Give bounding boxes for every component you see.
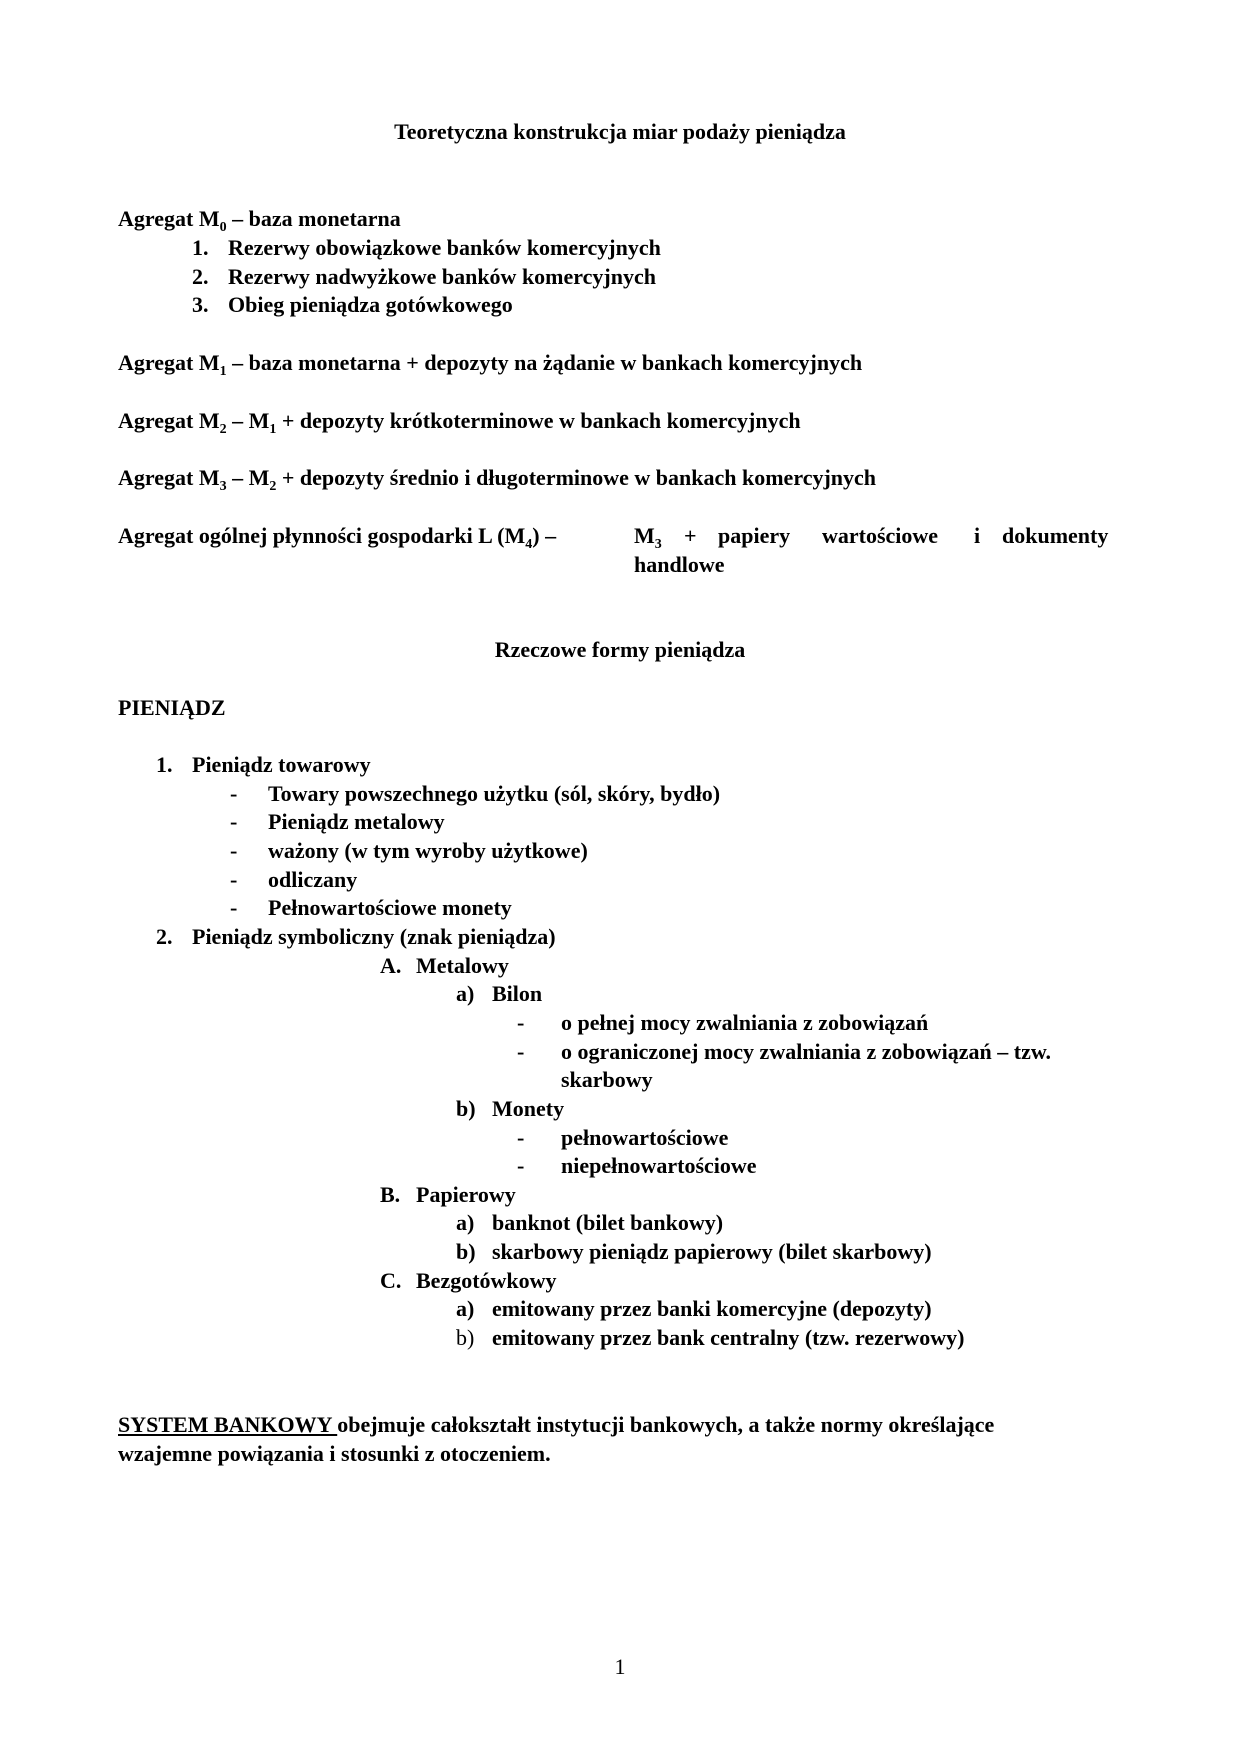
agg-l-lead: Agregat ogólnej płynności gospodarki L (M bbox=[118, 523, 526, 548]
outline-subitem bbox=[456, 1295, 932, 1323]
dash-item bbox=[517, 1152, 757, 1180]
outline-item-a-a bbox=[456, 980, 542, 1008]
list-text: Pełnowartościowe monety bbox=[268, 895, 512, 920]
dash-item bbox=[230, 780, 720, 808]
agg-m3-sub2: 2 bbox=[269, 479, 277, 494]
agg-l-plus: + bbox=[684, 523, 697, 548]
list-number: 2. bbox=[156, 924, 173, 949]
dash-item-continuation: skarbowy bbox=[561, 1067, 653, 1092]
m0-list-item bbox=[192, 263, 656, 291]
list-text: Metalowy bbox=[416, 953, 509, 978]
list-text: emitowany przez bank centralny (tzw. rezerwowy) bbox=[492, 1325, 965, 1350]
system-paragraph-line2: wzajemne powiązania i stosunki z otoczeniem. bbox=[118, 1441, 551, 1466]
agg-m1-sub: 1 bbox=[219, 364, 227, 379]
list-text: Rezerwy nadwyżkowe banków komercyjnych bbox=[228, 264, 656, 289]
agg-l-m3-letter: M bbox=[634, 523, 655, 548]
dash-bullet: - bbox=[230, 895, 238, 920]
m0-list-item bbox=[192, 234, 661, 262]
list-letter: b) bbox=[456, 1325, 475, 1350]
dash-bullet: - bbox=[230, 838, 238, 863]
list-text: Obieg pieniądza gotówkowego bbox=[228, 292, 513, 317]
agg-m0-lead: Agregat M bbox=[118, 206, 220, 231]
list-number: 1. bbox=[192, 235, 209, 260]
list-text: Papierowy bbox=[416, 1182, 516, 1207]
list-number: 3. bbox=[192, 292, 209, 317]
list-letter: A. bbox=[380, 953, 402, 978]
list-letter: b) bbox=[456, 1239, 476, 1264]
list-text: ważony (w tym wyroby użytkowe) bbox=[268, 838, 588, 863]
list-number: 2. bbox=[192, 264, 209, 289]
list-text: niepełnowartościowe bbox=[561, 1153, 757, 1178]
outline-item-a bbox=[380, 952, 509, 980]
agg-m3-lead: Agregat M bbox=[118, 465, 220, 490]
agg-m2-rest: + depozyty krótkoterminowe w bankach komercyjnych bbox=[276, 408, 801, 433]
list-letter: b) bbox=[456, 1096, 476, 1121]
list-text: skarbowy pieniądz papierowy (bilet skarbowy) bbox=[492, 1239, 932, 1264]
agg-m0-line bbox=[118, 205, 401, 237]
m0-list-item bbox=[192, 291, 513, 319]
outline-item-2 bbox=[156, 923, 556, 951]
list-letter: B. bbox=[380, 1182, 401, 1207]
dash-item bbox=[230, 837, 588, 865]
list-text: emitowany przez banki komercyjne (depozyty) bbox=[492, 1296, 932, 1321]
outline-subitem bbox=[456, 1209, 723, 1237]
dash-item bbox=[230, 866, 357, 894]
list-text: Bilon bbox=[492, 981, 543, 1006]
dash-item bbox=[230, 894, 512, 922]
agg-m3-rest: + depozyty średnio i długoterminowe w bankach komercyjnych bbox=[276, 465, 877, 490]
list-text: o ograniczonej mocy zwalniania z zobowiązań – tzw. bbox=[561, 1039, 1052, 1064]
agg-m1-line bbox=[118, 349, 862, 381]
agg-m2-line bbox=[118, 407, 801, 439]
agg-m2-lead: Agregat M bbox=[118, 408, 220, 433]
agg-l-word: papiery bbox=[718, 523, 791, 548]
dash-bullet: - bbox=[230, 809, 238, 834]
agg-l-m3 bbox=[634, 522, 662, 554]
agg-l-word: wartościowe bbox=[822, 523, 939, 548]
list-text: o pełnej mocy zwalniania z zobowiązań bbox=[561, 1010, 929, 1035]
agg-m2-sub2: 1 bbox=[269, 422, 277, 437]
list-text: Rezerwy obowiązkowe banków komercyjnych bbox=[228, 235, 661, 260]
outline-subitem bbox=[456, 1324, 964, 1352]
dash-bullet: - bbox=[230, 781, 238, 806]
dash-item bbox=[517, 1009, 928, 1037]
agg-l-word: i bbox=[974, 523, 981, 548]
list-text: Pieniądz symboliczny (znak pieniądza) bbox=[192, 924, 556, 949]
system-term: SYSTEM BANKOWY bbox=[118, 1412, 338, 1437]
agg-m2-sub: 2 bbox=[219, 422, 227, 437]
list-letter: a) bbox=[456, 1210, 475, 1235]
dash-bullet: - bbox=[517, 1125, 525, 1150]
agg-m3-sub: 3 bbox=[219, 479, 227, 494]
outline-subitem bbox=[456, 1238, 932, 1266]
list-text: Pieniądz metalowy bbox=[268, 809, 445, 834]
list-text: banknot (bilet bankowy) bbox=[492, 1210, 724, 1235]
list-text: pełnowartościowe bbox=[561, 1125, 729, 1150]
outline-item-a-b bbox=[456, 1095, 564, 1123]
outline-item-1 bbox=[156, 751, 371, 779]
agg-l-word: dokumenty bbox=[1002, 523, 1109, 548]
agg-m0-rest: – baza monetarna bbox=[226, 206, 401, 231]
agg-l-continuation: handlowe bbox=[634, 552, 725, 577]
agg-m2-mid: – M bbox=[226, 408, 270, 433]
list-number: 1. bbox=[156, 752, 173, 777]
list-letter: C. bbox=[380, 1268, 402, 1293]
list-text: odliczany bbox=[268, 867, 358, 892]
list-text: Monety bbox=[492, 1096, 565, 1121]
dash-item bbox=[517, 1038, 1051, 1066]
dash-bullet: - bbox=[517, 1010, 525, 1035]
section-title: Rzeczowe formy pieniądza bbox=[494, 637, 746, 662]
doc-title: Teoretyczna konstrukcja miar podaży pieniądza bbox=[394, 119, 846, 144]
agg-m1-rest: – baza monetarna + depozyty na żądanie w bankach komercyjnych bbox=[226, 350, 863, 375]
list-text: Towary powszechnego użytku (sól, skóry, bydło) bbox=[268, 781, 721, 806]
dash-bullet: - bbox=[517, 1153, 525, 1178]
agg-m3-line bbox=[118, 464, 876, 496]
outline-item-c bbox=[380, 1267, 557, 1295]
list-letter: a) bbox=[456, 1296, 475, 1321]
agg-l-lead-line bbox=[118, 522, 556, 554]
dash-item bbox=[230, 808, 445, 836]
dash-bullet: - bbox=[230, 867, 238, 892]
agg-l-m3-sub: 3 bbox=[654, 537, 662, 552]
agg-m1-lead: Agregat M bbox=[118, 350, 220, 375]
system-paragraph-line1 bbox=[118, 1411, 994, 1439]
list-text: Pieniądz towarowy bbox=[192, 752, 371, 777]
page-number: 1 bbox=[614, 1654, 626, 1679]
agg-m0-sub: 0 bbox=[219, 220, 227, 235]
list-letter: a) bbox=[456, 981, 475, 1006]
agg-l-rest: ) – bbox=[532, 523, 557, 548]
system-text-1: obejmuje całokształt instytucji bankowych, a także normy określające bbox=[337, 1412, 995, 1437]
outline-item-b bbox=[380, 1181, 516, 1209]
list-text: Bezgotówkowy bbox=[416, 1268, 557, 1293]
section-heading: PIENIĄDZ bbox=[118, 695, 226, 720]
agg-m3-mid: – M bbox=[226, 465, 270, 490]
agg-l-sub: 4 bbox=[525, 537, 533, 552]
dash-bullet: - bbox=[517, 1039, 525, 1064]
dash-item bbox=[517, 1124, 728, 1152]
